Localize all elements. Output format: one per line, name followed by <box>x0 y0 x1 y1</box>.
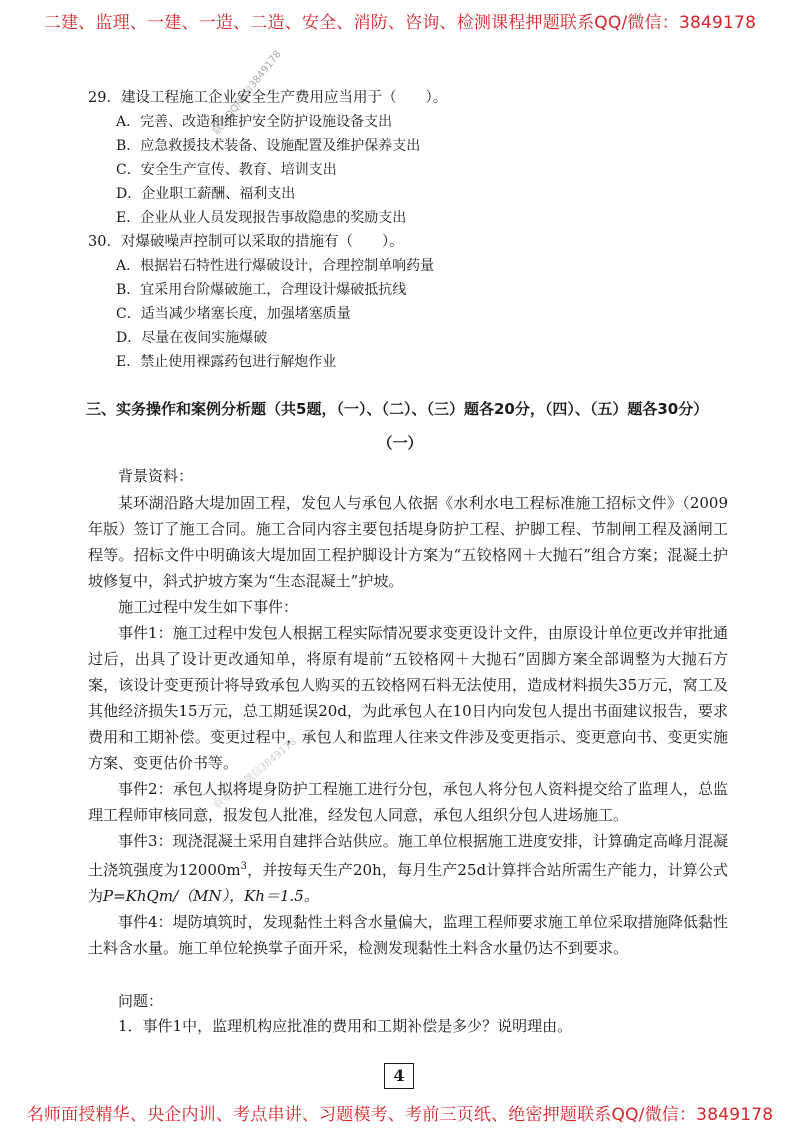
question-29-option-b: B．应急救援技术装备、设施配置及维护保养支出 <box>116 138 421 154</box>
event-1: 事件1：施工过程中发包人根据工程实际情况要求变更设计文件，由原设计单位更改并审批通过后，出具了设计更改通知单，将原有堤前“五铰格网＋大抛石”固脚方案全部调整为大抛石方案，该设计变更预计将导致承包人购买的五铰格网石料无法使用，造成材料损失35万元，窝工及其他经济损失15万元，总工期延误20d，为此承包人在10日内向发包人提出书面建议报告，要求费用和工期补偿。变更过程中，承包人和监理人往来文件涉及变更指示、变更意向书、变更实施方案、变更估价书等。 <box>88 624 728 772</box>
question-1: 1．事件1中，监理机构应批准的费用和工期补偿是多少？说明理由。 <box>118 1017 573 1035</box>
event-3-text-a: 事件3：现浇混凝土采用自建拌合站供应。施工单位根据施工进度安排，计算确定高峰月混凝土浇筑强度为12000m <box>88 832 728 879</box>
event-3 <box>88 828 728 909</box>
question-29-option-c: C．安全生产宣传、教育、培训支出 <box>116 162 337 178</box>
case-body <box>88 490 728 961</box>
bottom-banner: 名师面授精华、央企内训、考点串讲、习题模考、考前三页纸、绝密押题联系QQ/微信：3849178 <box>26 1105 774 1125</box>
event-4: 事件4：堤防填筑时，发现黏性土料含水量偏大，监理工程师要求施工单位采取措施降低黏性土料含水量。施工单位轮换掌子面开采，检测发现黏性土料含水量仍达不到要求。 <box>88 913 728 957</box>
page-number: 4 <box>384 1063 414 1089</box>
question-30-stem: 30．对爆破噪声控制可以采取的措施有（ ）。 <box>88 234 404 250</box>
event-2: 事件2：承包人拟将堤身防护工程施工进行分包，承包人将分包人资料提交给了监理人，总监理工程师审核同意，报发包人批准，经发包人同意，承包人组织分包人进场施工。 <box>88 780 728 824</box>
events-intro: 施工过程中发生如下事件： <box>118 598 299 616</box>
question-30-option-c: C．适当减少堵塞长度，加强堵塞质量 <box>116 306 351 322</box>
background-paragraph: 某环湖沿路大堤加固工程，发包人与承包人依据《水利水电工程标准施工招标文件》（2009年版）签订了施工合同。施工合同内容主要包括堤身防护工程、护脚工程、节制闸工程及涵闸工程等。招标文件中明确该大堤加固工程护脚设计方案为“五铰格网＋大抛石”组合方案；混凝土护坡修复中，斜式护坡方案为“生态混凝土”护坡。 <box>88 494 728 590</box>
question-29-option-a: A．完善、改造和维护安全防护设施设备支出 <box>116 114 393 130</box>
case-title: （一） <box>377 434 423 452</box>
event-3-text-b: ，并按每天生产20h，每月生产25d计算拌合站所需生产能力，计算公式为 <box>88 861 728 905</box>
top-banner: 二建、监理、一建、一造、二造、安全、消防、咨询、检测课程押题联系QQ/微信：3849178 <box>43 13 757 33</box>
questions-label: 问题： <box>118 992 164 1010</box>
background-label: 背景资料： <box>118 467 194 485</box>
watermark: 联系QQ/微信3849178 <box>211 48 284 138</box>
question-29-option-e: E．企业从业人员发现报告事故隐患的奖励支出 <box>116 210 407 226</box>
question-30-option-e: E．禁止使用裸露药包进行解炮作业 <box>116 354 337 370</box>
question-30-option-d: D．尽量在夜间实施爆破 <box>116 330 268 346</box>
question-29-stem: 29．建设工程施工企业安全生产费用应当用于（ ）。 <box>88 90 448 106</box>
event-3-formula: P=KhQm/（MN），Kh＝1.5。 <box>103 887 319 905</box>
watermark: 联系QQ/微信3849178 <box>212 736 300 812</box>
question-29-option-d: D．企业职工薪酬、福利支出 <box>116 186 296 202</box>
section-heading: 三、实务操作和案例分析题（共5题，（一）、（二）、（三）题各20分，（四）、（五）题各30分） <box>86 400 709 418</box>
question-30-option-b: B．宜采用台阶爆破施工，合理设计爆破抵抗线 <box>116 282 407 298</box>
event-3-superscript: 3 <box>240 861 248 872</box>
question-30-option-a: A．根据岩石特性进行爆破设计，合理控制单响药量 <box>116 258 435 274</box>
